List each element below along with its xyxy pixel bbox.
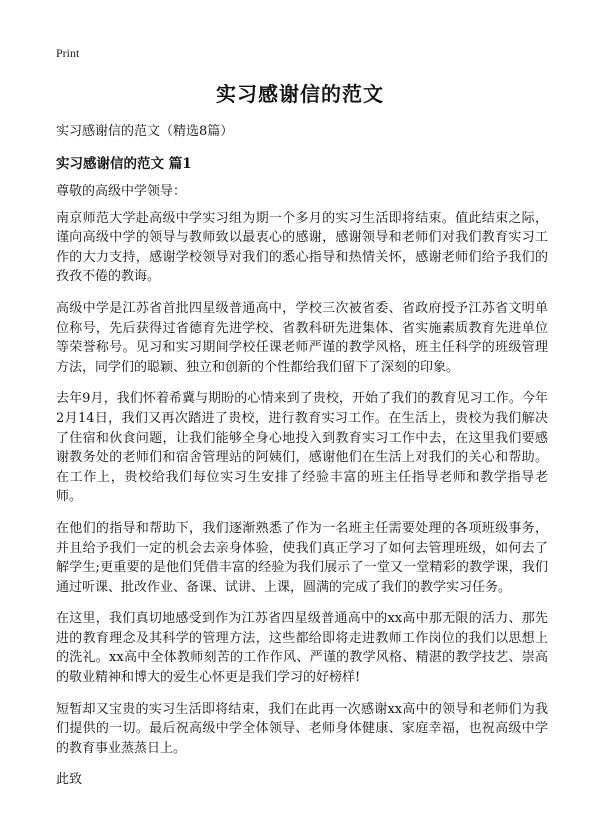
paragraph-3: 去年9月，我们怀着希冀与期盼的心情来到了贵校，开始了我们的教育见习工作。今年2月14日，我们又再次踏进了贵校，进行教育实习工作。在生活上，贵校为我们解决了住宿和伙食问题，让我们能够全身心地投入到教育实习工作中去，在这里我们要感谢教务处的老师们和宿舍管理站的阿姨们，感谢他们在生活上对我们的关心和帮助。在工作上，贵校给我们每位实习生安排了经验丰富的班主任指导老师和教学指导老师。 xyxy=(56,391,548,505)
letter-greeting: 尊敬的高级中学领导： xyxy=(56,184,187,199)
paragraph-2: 高级中学是江苏省首批四星级普通高中，学校三次被省委、省政府授予江苏省文明单位称号，先后获得过省德育先进学校、省教科研先进集体、省实施素质教育先进单位等荣誉称号。见习和实习期间学校任课老师严谨的教学风格，班主任科学的班级管理方法，同学们的聪颖、独立和创新的个性都给我们留下了深刻的印象。 xyxy=(56,300,548,375)
paragraph-5: 在这里，我们真切地感受到作为江苏省四星级普通高中的xx高中那无限的活力、那先进的教育理念及其科学的管理方法，这些都给即将走进教师工作岗位的我们以思想上的洗礼。xx高中全体教师刻苦的工作作风、严谨的教学风格、精湛的教学技艺、崇高的敬业精神和博大的爱生心怀更是我们学习的好榜样! xyxy=(56,611,548,686)
section-heading: 实习感谢信的范文 篇1 xyxy=(56,156,192,172)
print-link[interactable]: Print xyxy=(56,46,80,60)
document-subtitle: 实习感谢信的范文（精选8篇） xyxy=(56,124,234,139)
letter-body xyxy=(56,182,548,802)
document-title: 实习感谢信的范文 xyxy=(216,82,384,106)
paragraph-6: 短暂却又宝贵的实习生活即将结束，我们在此再一次感谢xx高中的领导和老师们为我们提供的一切。最后祝高级中学全体领导、老师身体健康、家庭幸福，也祝高级中学的教育事业蒸蒸日上。 xyxy=(56,701,548,756)
letter-closing: 此致 xyxy=(56,772,83,788)
paragraph-4: 在他们的指导和帮助下，我们逐渐熟悉了作为一名班主任需要处理的各项班级事务，并且给予我们一定的机会去亲身体验，使我们真正学习了如何去管理班级，如何去了解学生;更重要的是他们凭借丰富的经验为我们展示了一堂又一堂精彩的教学课，我们通过听课、批改作业、备课、试讲、上课，圆满的完成了我们的教学实习任务。 xyxy=(56,520,548,595)
paragraph-1: 南京师范大学赴高级中学实习组为期一个多月的实习生活即将结束。值此结束之际，谨向高级中学的领导与教师致以最衷心的感谢，感谢领导和老师们对我们教育实习工作的大力支持，感谢学校领导对我们的悉心指导和热情关怀，感谢老师们给予我们的孜孜不倦的教诲。 xyxy=(56,210,548,285)
